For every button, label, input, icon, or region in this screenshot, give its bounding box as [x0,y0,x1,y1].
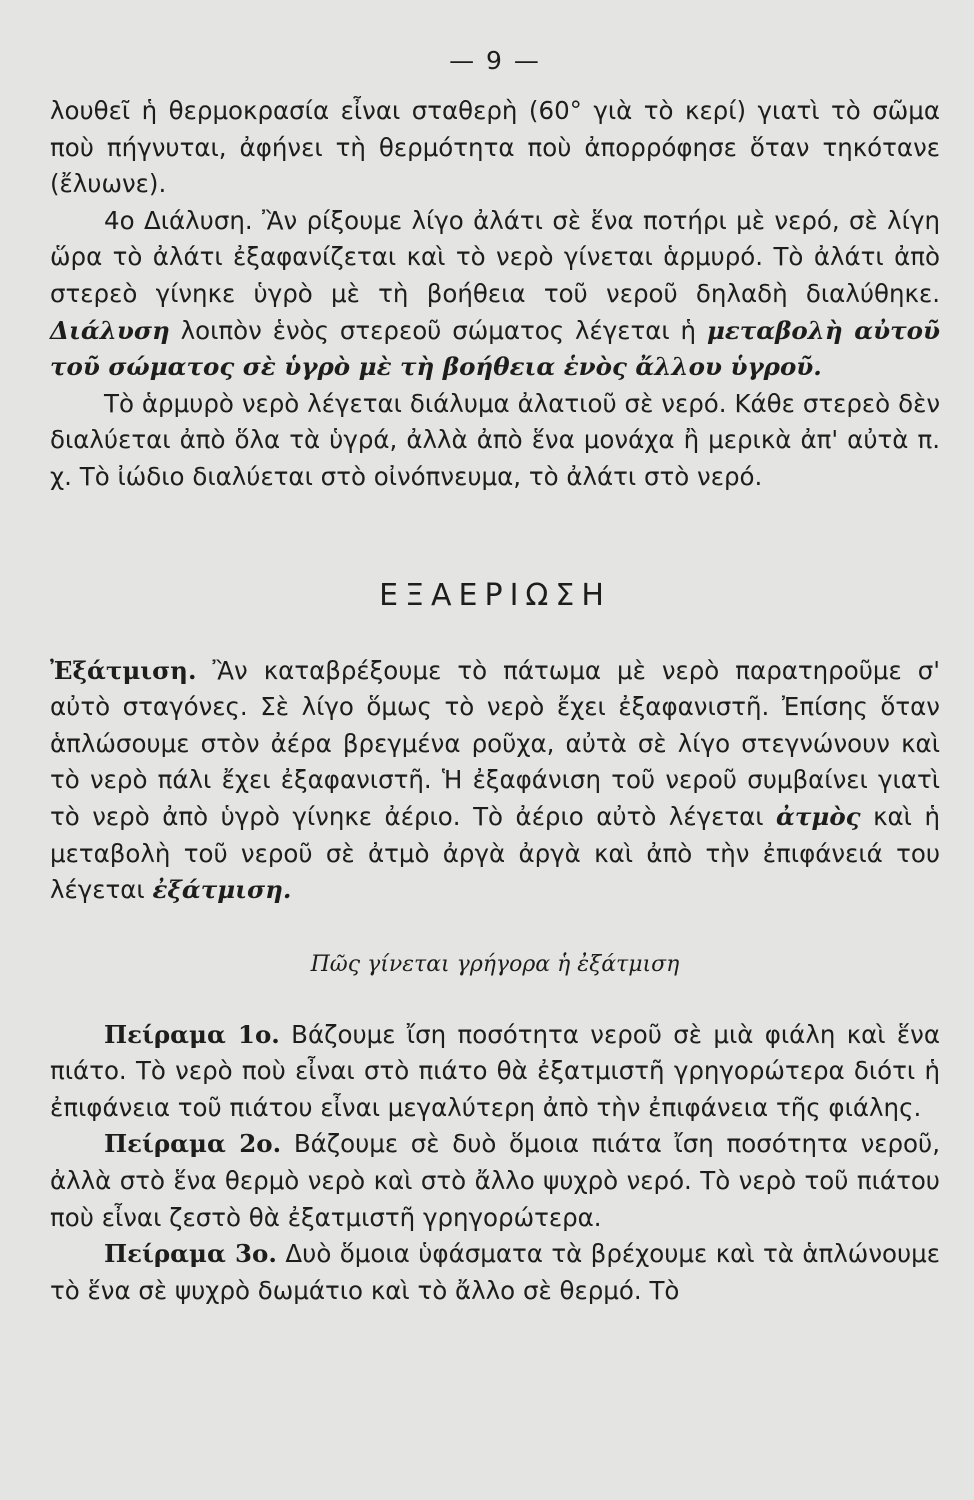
experiment-1 [50,1017,940,1127]
paragraph-text: Ἂν ρίξουμε λίγο ἀλάτι σὲ ἕνα ποτήρι μὲ νερό, σὲ λίγη ὥρα τὸ ἀλάτι ἐξαφανίζεται καὶ τὸ νερὸ γίνεται ἁρμυρό. Τὸ ἀλάτι ἀπὸ στερεὸ γίνηκε ὑγρὸ μὲ τὴ βοήθεια τοῦ νεροῦ δηλαδὴ διαλύθηκε. [50,205,940,308]
paragraph-continuation: λουθεῖ ἡ θερμοκρασία εἶναι σταθερὴ (60° γιὰ τὸ κερί) γιατὶ τὸ σῶμα ποὺ πήγνυται, ἀφήνει τὴ θερμότητα ποὺ ἀπορρόφησε ὅταν τηκότανε (ἔλυωνε). [50,96,940,199]
experiment-text: Δυὸ ὅμοια ὑφάσματα τὰ βρέχουμε καὶ τὰ ἁπλώνουμε τὸ ἕνα σὲ ψυχρὸ δωμάτιο καὶ τὸ ἄλλο σὲ θερμό. Τὸ [50,1239,941,1305]
experiment-lead: Πείραμα 3ο. [104,1239,277,1269]
paragraph-dissolution [50,203,940,386]
paragraph-solution: Τὸ ἁρμυρὸ νερὸ λέγεται διάλυμα ἀλατιοῦ σὲ νερό. Κάθε στερεὸ δὲν διαλύεται ἀπὸ ὅλα τὰ ὑγρά, ἀλλὰ ἀπὸ ἕνα μονάχα ἢ μερικὰ ἀπ' αὐτὰ π. χ. Τὸ ἰώδιο διαλύεται στὸ οἰνόπνευμα, τὸ ἀλάτι στὸ νερό. [50,388,940,491]
section-lead-evaporation: Ἐξάτμιση. [50,655,197,685]
subheading: Πῶς γίνεται γρήγορα ἡ ἐξάτμιση [310,951,680,977]
paragraph-evaporation [50,653,940,909]
experiment-text: Βάζουμε ἴση ποσότητα νεροῦ σὲ μιὰ φιάλη καὶ ἕνα πιάτο. Τὸ νερὸ ποὺ εἶναι στὸ πιάτο θὰ ἐξατμιστῆ γρηγορώτερα διότι ἡ ἐπιφάνεια τοῦ πιάτου εἶναι μεγαλύτερη ἀπὸ τὴν ἐπιφάνεια τῆς φιάλης. [50,1019,941,1122]
experiment-text: Βάζουμε σὲ δυὸ ὅμοια πιάτα ἴση ποσότητα νεροῦ, ἀλλὰ στὸ ἕνα θερμὸ νερὸ καὶ στὸ ἄλλο ψυχρὸ νερό. Τὸ νερὸ τοῦ πιάτου ποὺ εἶναι ζεστὸ θὰ ἐξατμιστῆ γρηγορώτερα. [50,1129,941,1232]
section-lead-dissolution: 4ο Διάλυση. [104,205,253,235]
definition-dissolution: μεταβολὴ αὐτοῦ τοῦ σώματος σὲ ὑγρὸ μὲ τὴ βοήθεια ἑνὸς ἄλλου ὑγροῦ. [50,315,940,382]
experiment-2 [50,1126,940,1236]
term-evaporation: ἐξάτμιση. [152,875,292,905]
page-number: — 9 — [449,46,541,75]
paragraph-text: λοιπὸν ἑνὸς στερεοῦ σώματος λέγεται ἡ [169,315,707,345]
paragraph-text: καὶ ἡ μεταβολὴ τοῦ νεροῦ σὲ ἀτμὸ ἀργὰ ἀργὰ καὶ ἀπὸ τὴν ἐπιφάνειά του λέγεται [50,801,941,905]
experiment-lead: Πείραμα 1ο. [104,1019,280,1049]
experiment-lead: Πείραμα 2ο. [104,1129,282,1159]
experiment-3 [50,1236,940,1309]
term-vapor: ἀτμὸς [776,801,861,831]
section-heading: ΕΞΑΕΡΙΩΣΗ [379,577,611,613]
term-dissolution: Διάλυση [50,315,170,345]
paragraph-text: Ἂν καταβρέξουμε τὸ πάτωμα μὲ νερὸ παρατηροῦμε σ' αὐτὸ σταγόνες. Σὲ λίγο ὅμως τὸ νερὸ ἔχει ἐξαφανιστῆ. Ἐπίσης ὅταν ἁπλώσουμε στὸν ἀέρα βρεγμένα ροῦχα, αὐτὰ σὲ λίγο στεγνώνουν καὶ τὸ νερὸ πάλι ἔχει ἐξαφανιστῆ. Ἡ ἐξαφάνιση τοῦ νεροῦ συμβαίνει γιατὶ τὸ νερὸ ἀπὸ ὑγρὸ γίνηκε ἀέριο. Τὸ ἀέριο αὐτὸ λέγεται [50,655,940,831]
